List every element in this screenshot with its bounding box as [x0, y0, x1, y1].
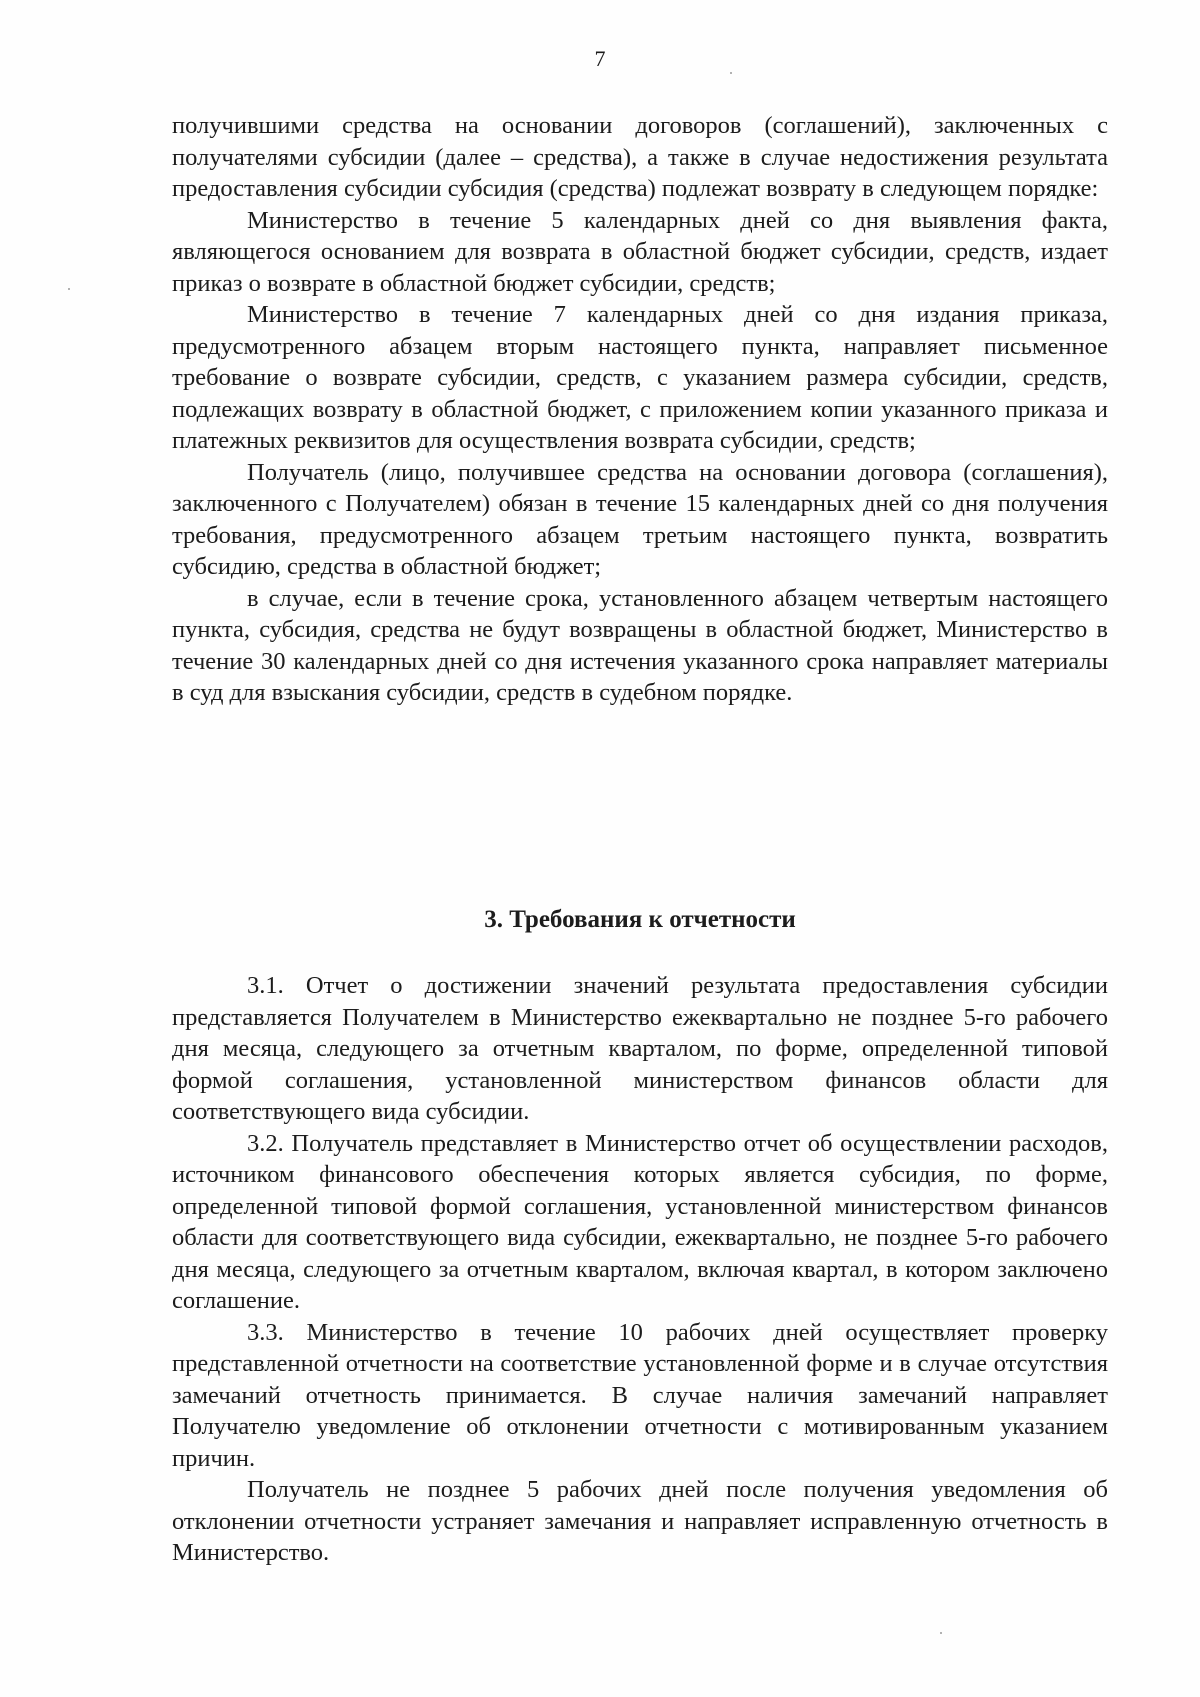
return-procedure-text [172, 110, 1108, 709]
paragraph-return-order: Министерство в течение 5 календарных дней со дня выявления факта, являющегося основанием для возврата в областной бюджет субсидии, средств, издает приказ о возврате в областной бюджет субсидии, средств; [172, 206, 1108, 297]
paragraph-court-recovery: в случае, если в течение срока, установленного абзацем четвертым настоящего пункта, субсидия, средства не будут возвращены в областной бюджет, Министерство в течение 30 календарных дней со дня истечения указанного срока направляет материалы в суд для взыскания субсидии, средств в судебном порядке. [172, 584, 1108, 706]
reporting-requirements-text [172, 970, 1108, 1569]
paragraph-return-demand: Министерство в течение 7 календарных дней со дня издания приказа, предусмотренного абзацем вторым настоящего пункта, направляет письменное требование о возврате субсидии, средств, с указанием размера субсидии, средств, подлежащих возврату в областной бюджет, с приложением копии указанного приказа и платежных реквизитов для осуществления возврата субсидии, средств; [172, 301, 1108, 454]
scan-speck [730, 72, 732, 74]
paragraph-recipient-obligation: Получатель (лицо, получившее средства на основании договора (соглашения), заключенного с Получателем) обязан в течение 15 календарных дней со дня получения требования, предусмотренного абзацем третьим настоящего пункта, возвратить субсидию, средства в областной бюджет; [172, 458, 1108, 580]
section-heading: 3. Требования к отчетности [484, 906, 796, 933]
paragraph-3-2: 3.2. Получатель представляет в Министерство отчет об осуществлении расходов, источником финансового обеспечения которых является субсидия, по форме, определенной типовой формой соглашения, установленной министерством финансов области для соответствующего вида субсидии, ежеквартально, не позднее 5-го рабочего дня месяца, следующего за отчетным кварталом, включая квартал, в котором заключено соглашение. [172, 1129, 1108, 1314]
scan-speck [68, 288, 70, 290]
paragraph-rejection-fix: Получатель не позднее 5 рабочих дней после получения уведомления об отклонении отчетности устраняет замечания и направляет исправленную отчетность в Министерство. [172, 1476, 1108, 1566]
paragraph-3-3: 3.3. Министерство в течение 10 рабочих дней осуществляет проверку представленной отчетности на соответствие установленной форме и в случае отсутствия замечаний отчетность принимается. В случае наличия замечаний направляет Получателю уведомление об отклонении отчетности с мотивированным указанием причин. [172, 1318, 1108, 1472]
scan-speck [940, 1632, 942, 1634]
paragraph-continuation: получившими средства на основании договоров (соглашений), заключенных с получателями субсидии (далее – средства), а также в случае недостижения результата предоставления субсидии субсидия (средства) подлежат возврату в следующем порядке: [172, 112, 1108, 202]
page-number: 7 [594, 46, 606, 71]
paragraph-3-1: 3.1. Отчет о достижении значений результата предоставления субсидии представляется Получателем в Министерство ежеквартально не позднее 5-го рабочего дня месяца, следующего за отчетным кварталом, по форме, определенной типовой формой соглашения, установленной министерством финансов области для соответствующего вида субсидии. [172, 972, 1108, 1125]
